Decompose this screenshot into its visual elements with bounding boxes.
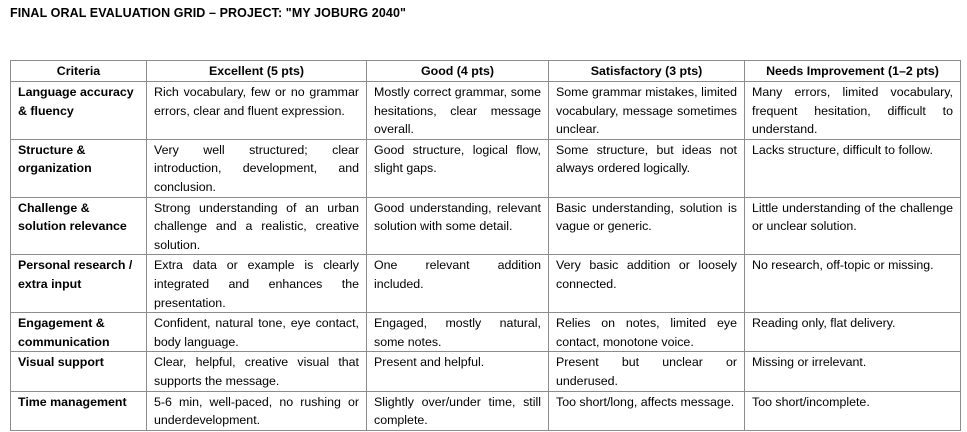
header-good: Good (4 pts) bbox=[367, 61, 549, 82]
needs-improvement-cell: Reading only, flat delivery. bbox=[745, 313, 961, 352]
needs-improvement-cell: Lacks structure, difficult to follow. bbox=[745, 139, 961, 197]
satisfactory-cell: Basic understanding, solution is vague or generic. bbox=[549, 197, 745, 255]
good-cell: Mostly correct grammar, some hesitations, clear message overall. bbox=[367, 82, 549, 140]
satisfactory-cell: Very basic addition or loosely connected. bbox=[549, 255, 745, 313]
excellent-cell: Strong understanding of an urban challenge and a realistic, creative solution. bbox=[147, 197, 367, 255]
table-row bbox=[11, 255, 961, 313]
needs-improvement-cell: No research, off-topic or missing. bbox=[745, 255, 961, 313]
excellent-cell: Extra data or example is clearly integrated and enhances the presentation. bbox=[147, 255, 367, 313]
criteria-cell: Personal research / extra input bbox=[11, 255, 147, 313]
good-cell: Slightly over/under time, still complete. bbox=[367, 391, 549, 430]
excellent-cell: Very well structured; clear introduction, development, and conclusion. bbox=[147, 139, 367, 197]
table-row bbox=[11, 352, 961, 391]
needs-improvement-cell: Missing or irrelevant. bbox=[745, 352, 961, 391]
header-criteria: Criteria bbox=[11, 61, 147, 82]
table-row bbox=[11, 82, 961, 140]
needs-improvement-cell: Too short/incomplete. bbox=[745, 391, 961, 430]
criteria-cell: Language accuracy & fluency bbox=[11, 82, 147, 140]
evaluation-grid-table bbox=[10, 60, 961, 431]
table-header-row bbox=[11, 61, 961, 82]
table-row bbox=[11, 139, 961, 197]
criteria-cell: Challenge & solution relevance bbox=[11, 197, 147, 255]
satisfactory-cell: Some grammar mistakes, limited vocabulary, message sometimes unclear. bbox=[549, 82, 745, 140]
good-cell: Present and helpful. bbox=[367, 352, 549, 391]
satisfactory-cell: Some structure, but ideas not always ordered logically. bbox=[549, 139, 745, 197]
table-row bbox=[11, 391, 961, 430]
good-cell: Engaged, mostly natural, some notes. bbox=[367, 313, 549, 352]
criteria-cell: Visual support bbox=[11, 352, 147, 391]
needs-improvement-cell: Many errors, limited vocabulary, frequent hesitation, difficult to understand. bbox=[745, 82, 961, 140]
excellent-cell: 5-6 min, well-paced, no rushing or underdevelopment. bbox=[147, 391, 367, 430]
header-needs-improvement: Needs Improvement (1–2 pts) bbox=[745, 61, 961, 82]
excellent-cell: Confident, natural tone, eye contact, body language. bbox=[147, 313, 367, 352]
excellent-cell: Rich vocabulary, few or no grammar errors, clear and fluent expression. bbox=[147, 82, 367, 140]
excellent-cell: Clear, helpful, creative visual that supports the message. bbox=[147, 352, 367, 391]
header-satisfactory: Satisfactory (3 pts) bbox=[549, 61, 745, 82]
criteria-cell: Time management bbox=[11, 391, 147, 430]
needs-improvement-cell: Little understanding of the challenge or unclear solution. bbox=[745, 197, 961, 255]
good-cell: Good understanding, relevant solution with some detail. bbox=[367, 197, 549, 255]
criteria-cell: Structure & organization bbox=[11, 139, 147, 197]
table-row bbox=[11, 313, 961, 352]
criteria-cell: Engagement & communication bbox=[11, 313, 147, 352]
header-excellent: Excellent (5 pts) bbox=[147, 61, 367, 82]
table-row bbox=[11, 197, 961, 255]
good-cell: One relevant addition included. bbox=[367, 255, 549, 313]
good-cell: Good structure, logical flow, slight gaps. bbox=[367, 139, 549, 197]
satisfactory-cell: Too short/long, affects message. bbox=[549, 391, 745, 430]
document-title: FINAL ORAL EVALUATION GRID – PROJECT: "MY JOBURG 2040" bbox=[10, 6, 407, 20]
satisfactory-cell: Present but unclear or underused. bbox=[549, 352, 745, 391]
satisfactory-cell: Relies on notes, limited eye contact, monotone voice. bbox=[549, 313, 745, 352]
